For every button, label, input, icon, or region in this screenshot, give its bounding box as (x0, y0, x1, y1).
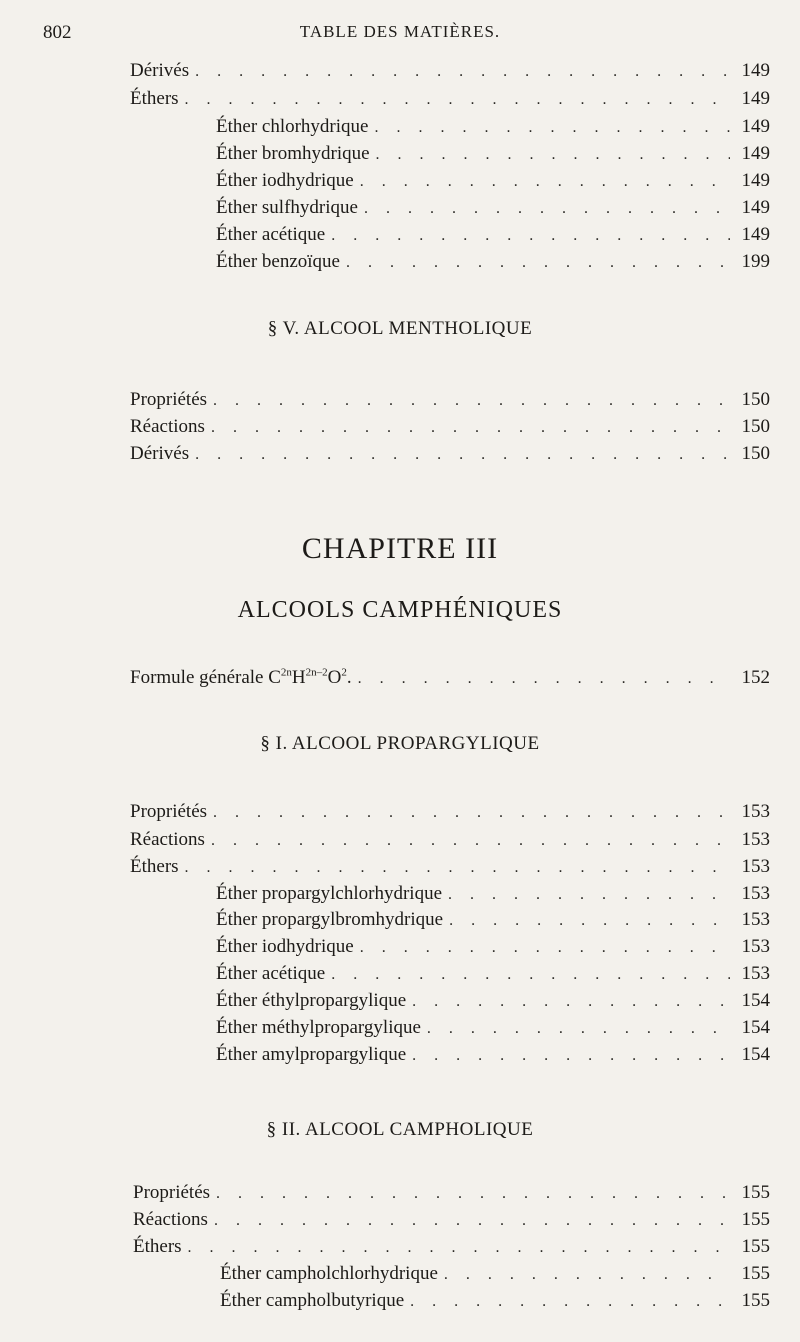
leader-dots (188, 1235, 730, 1261)
toc-entry-page: 152 (741, 667, 770, 688)
toc-entry-label: Éther campholchlorhydrique (220, 1263, 438, 1284)
leader-dots (374, 115, 730, 141)
formula-sup-oxygen: 2 (341, 666, 347, 679)
toc-entry-label: Réactions (130, 416, 205, 437)
toc-entry-label: Réactions (133, 1209, 208, 1230)
leader-dots (195, 442, 730, 468)
toc-entry-label: Propriétés (133, 1182, 211, 1203)
toc-entry (216, 195, 770, 221)
toc-entry (216, 907, 770, 933)
section-heading: § I. ALCOOL PROPARGYLIQUE (260, 733, 540, 754)
toc-entry-page: 149 (741, 197, 770, 218)
leader-dots (449, 908, 730, 934)
running-header: TABLE DES MATIÈRES. (299, 22, 501, 41)
toc-entry-label: Éther acétique (216, 224, 326, 245)
toc-entry-page: 153 (741, 909, 770, 930)
toc-entry (216, 1015, 770, 1041)
toc-entry-page: 153 (741, 829, 770, 850)
toc-entry-page: 153 (741, 856, 770, 877)
toc-entry (216, 881, 770, 907)
toc-entry-label: Éther propargylbromhydrique (216, 909, 444, 930)
toc-entry-page: 149 (741, 224, 770, 245)
leader-dots (358, 666, 730, 692)
toc-entry (130, 387, 770, 413)
toc-entry-page: 155 (741, 1290, 770, 1311)
leader-dots (211, 415, 730, 441)
formula-hydrogen: H (291, 667, 306, 688)
leader-dots (213, 388, 730, 414)
toc-entry-label: Éther campholbutyrique (220, 1290, 405, 1311)
leader-dots (185, 87, 730, 113)
formula-prefix: Formule générale C (130, 667, 281, 688)
toc-entry-label: Éther amylpropargylique (216, 1044, 407, 1065)
toc-entry-label: Éthers (130, 856, 179, 877)
leader-dots (444, 1262, 730, 1288)
leader-dots (376, 142, 730, 168)
toc-entry-page: 155 (741, 1263, 770, 1284)
toc-entry-label: Propriétés (130, 389, 208, 410)
leader-dots (216, 1181, 730, 1207)
toc-entry-page: 149 (741, 116, 770, 137)
toc-entry-label: Éther iodhydrique (216, 170, 354, 191)
toc-entry-page: 150 (741, 389, 770, 410)
toc-entry-page: 149 (741, 170, 770, 191)
chapter-title: CHAPITRE III (301, 532, 499, 565)
leader-dots (412, 989, 730, 1015)
leader-dots (195, 59, 730, 85)
toc-entry-page: 149 (741, 88, 770, 109)
toc-entry-label: Éther iodhydrique (216, 936, 354, 957)
toc-entry (133, 1234, 770, 1260)
toc-entry-label: Éther bromhydrique (216, 143, 370, 164)
toc-entry (216, 249, 770, 275)
toc-entry (130, 441, 770, 467)
toc-entry-label: Éther benzoïque (216, 251, 340, 272)
leader-dots (331, 962, 730, 988)
leader-dots (364, 196, 730, 222)
toc-entry (216, 141, 770, 167)
toc-entry (216, 168, 770, 194)
toc-entry-page: 149 (741, 60, 770, 81)
leader-dots (346, 250, 730, 276)
toc-entry-label: Éthers (133, 1236, 182, 1257)
leader-dots (360, 169, 730, 195)
section-heading: § II. ALCOOL CAMPHOLIQUE (266, 1119, 534, 1140)
formula-entry (130, 665, 770, 691)
toc-entry-page: 199 (741, 251, 770, 272)
toc-entry (220, 1261, 770, 1287)
toc-entry (133, 1180, 770, 1206)
toc-entry-page: 150 (741, 443, 770, 464)
toc-entry-page: 155 (741, 1182, 770, 1203)
toc-entry (216, 1042, 770, 1068)
toc-entry-label: Propriétés (130, 801, 208, 822)
leader-dots (412, 1043, 730, 1069)
toc-entry (130, 827, 770, 853)
toc-entry-label: Dérivés (130, 443, 190, 464)
toc-entry-page: 154 (741, 1017, 770, 1038)
toc-entry-page: 153 (741, 963, 770, 984)
leader-dots (214, 1208, 730, 1234)
leader-dots (448, 882, 730, 908)
toc-entry-page: 155 (741, 1236, 770, 1257)
toc-entry-label: Éther propargylchlorhydrique (216, 883, 442, 904)
toc-entry-page: 154 (741, 1044, 770, 1065)
formula-oxygen: O (327, 667, 342, 688)
formula-label (130, 665, 358, 691)
toc-entry (216, 222, 770, 248)
page-number: 802 (43, 22, 72, 43)
toc-entry (220, 1288, 770, 1314)
toc-entry (130, 799, 770, 825)
formula-suffix: . (346, 667, 352, 688)
formula-sup-carbon: 2n (280, 666, 292, 679)
toc-entry (130, 854, 770, 880)
leader-dots (213, 800, 730, 826)
toc-entry (216, 114, 770, 140)
leader-dots (410, 1289, 730, 1315)
toc-entry-page: 153 (741, 883, 770, 904)
leader-dots (427, 1016, 730, 1042)
toc-entry-page: 155 (741, 1209, 770, 1230)
toc-entry (130, 58, 770, 84)
toc-entry-label: Réactions (130, 829, 205, 850)
leader-dots (185, 855, 730, 881)
formula-sup-hydrogen: 2n–2 (305, 666, 328, 679)
leader-dots (331, 223, 730, 249)
toc-entry-page: 154 (741, 990, 770, 1011)
toc-entry-label: Éther chlorhydrique (216, 116, 369, 137)
toc-entry-label: Éther éthylpropargylique (216, 990, 407, 1011)
toc-entry-label: Dérivés (130, 60, 190, 81)
toc-entry-label: Éthers (130, 88, 179, 109)
toc-entry-label: Éther acétique (216, 963, 326, 984)
toc-entry (216, 934, 770, 960)
toc-entry (130, 86, 770, 112)
section-heading: § V. ALCOOL MENTHOLIQUE (267, 318, 533, 339)
toc-entry-label: Éther méthylpropargylique (216, 1017, 421, 1038)
toc-entry (216, 961, 770, 987)
toc-entry (130, 414, 770, 440)
toc-entry-page: 150 (741, 416, 770, 437)
toc-entry-page: 153 (741, 936, 770, 957)
leader-dots (360, 935, 730, 961)
toc-entry (216, 988, 770, 1014)
toc-entry-page: 153 (741, 801, 770, 822)
toc-entry-page: 149 (741, 143, 770, 164)
toc-entry-label: Éther sulfhydrique (216, 197, 358, 218)
toc-entry (133, 1207, 770, 1233)
leader-dots (211, 828, 730, 854)
chapter-subtitle: ALCOOLS CAMPHÉNIQUES (237, 597, 563, 623)
